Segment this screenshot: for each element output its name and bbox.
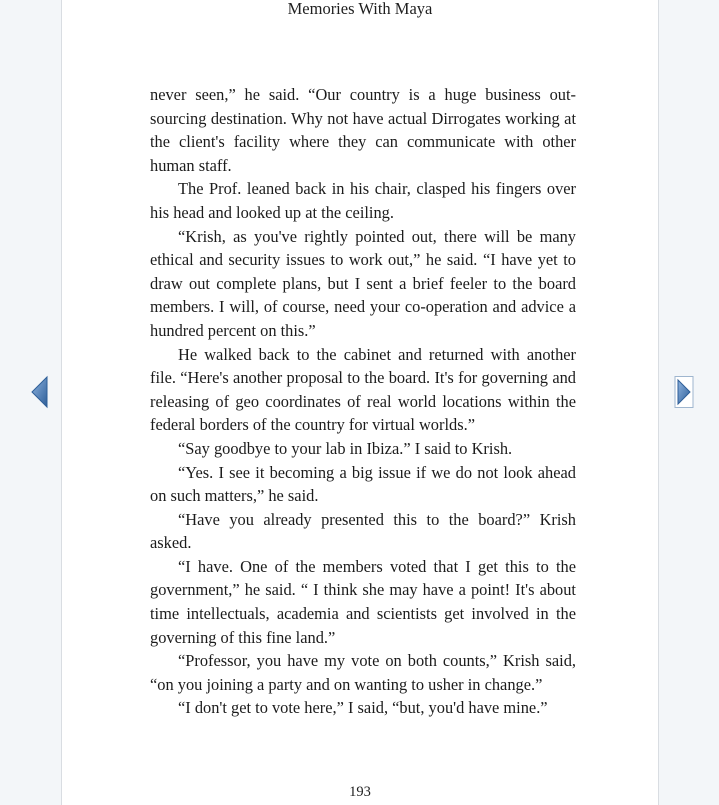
arrow-right-icon: [673, 375, 695, 409]
running-head: Memories With Maya: [287, 0, 433, 18]
paragraph: “Have you already presented this to the board?” Krish asked.: [150, 509, 576, 553]
paragraph: “Krish, as you've rightly pointed out, there will be many ethical and security issues to work out,” he said. “I have yet to draw out complete plans, but I sent a brief feeler to the board members. I will, of course, need your co-operation and advice a hundred percent on this.”: [150, 226, 576, 340]
book-page: [61, 0, 659, 805]
paragraph: “Say goodbye to your lab in Ibiza.” I said to Krish.: [178, 438, 513, 458]
page-number: 193: [349, 784, 371, 800]
paragraph: “Yes. I see it becoming a big issue if we do not look ahead on such matters,” he said.: [150, 462, 576, 506]
arrow-left-icon: [29, 375, 51, 409]
next-page-button[interactable]: [673, 375, 695, 409]
paragraph: “I have. One of the members voted that I get this to the government,” he said. “ I think she may have a point! It's about time intellectuals, academia and scientists get involved in the governing of this fine land.”: [150, 556, 576, 647]
paragraph: The Prof. leaned back in his chair, clasped his fingers over his head and looked up at the ceiling.: [150, 179, 576, 222]
paragraph: never seen,” he said. “Our country is a huge business outsourcing destination. Why not have actual Dirrogates working at the client's facility where they can communicate with other human staff.: [150, 85, 576, 175]
previous-page-button[interactable]: [29, 375, 51, 409]
page-text: [150, 83, 576, 720]
paragraph: He walked back to the cabinet and returned with another file. “Here's another proposal to the board. It's for governing and releasing of geo coordinates of real world locations within the federal borders of the country for virtual worlds.”: [150, 344, 576, 435]
paragraph: “Professor, you have my vote on both counts,” Krish said, “on you joining a party and on wanting to usher in change.”: [150, 651, 576, 694]
paragraph: “I don't get to vote here,” I said, “but, you'd have mine.”: [178, 698, 548, 718]
